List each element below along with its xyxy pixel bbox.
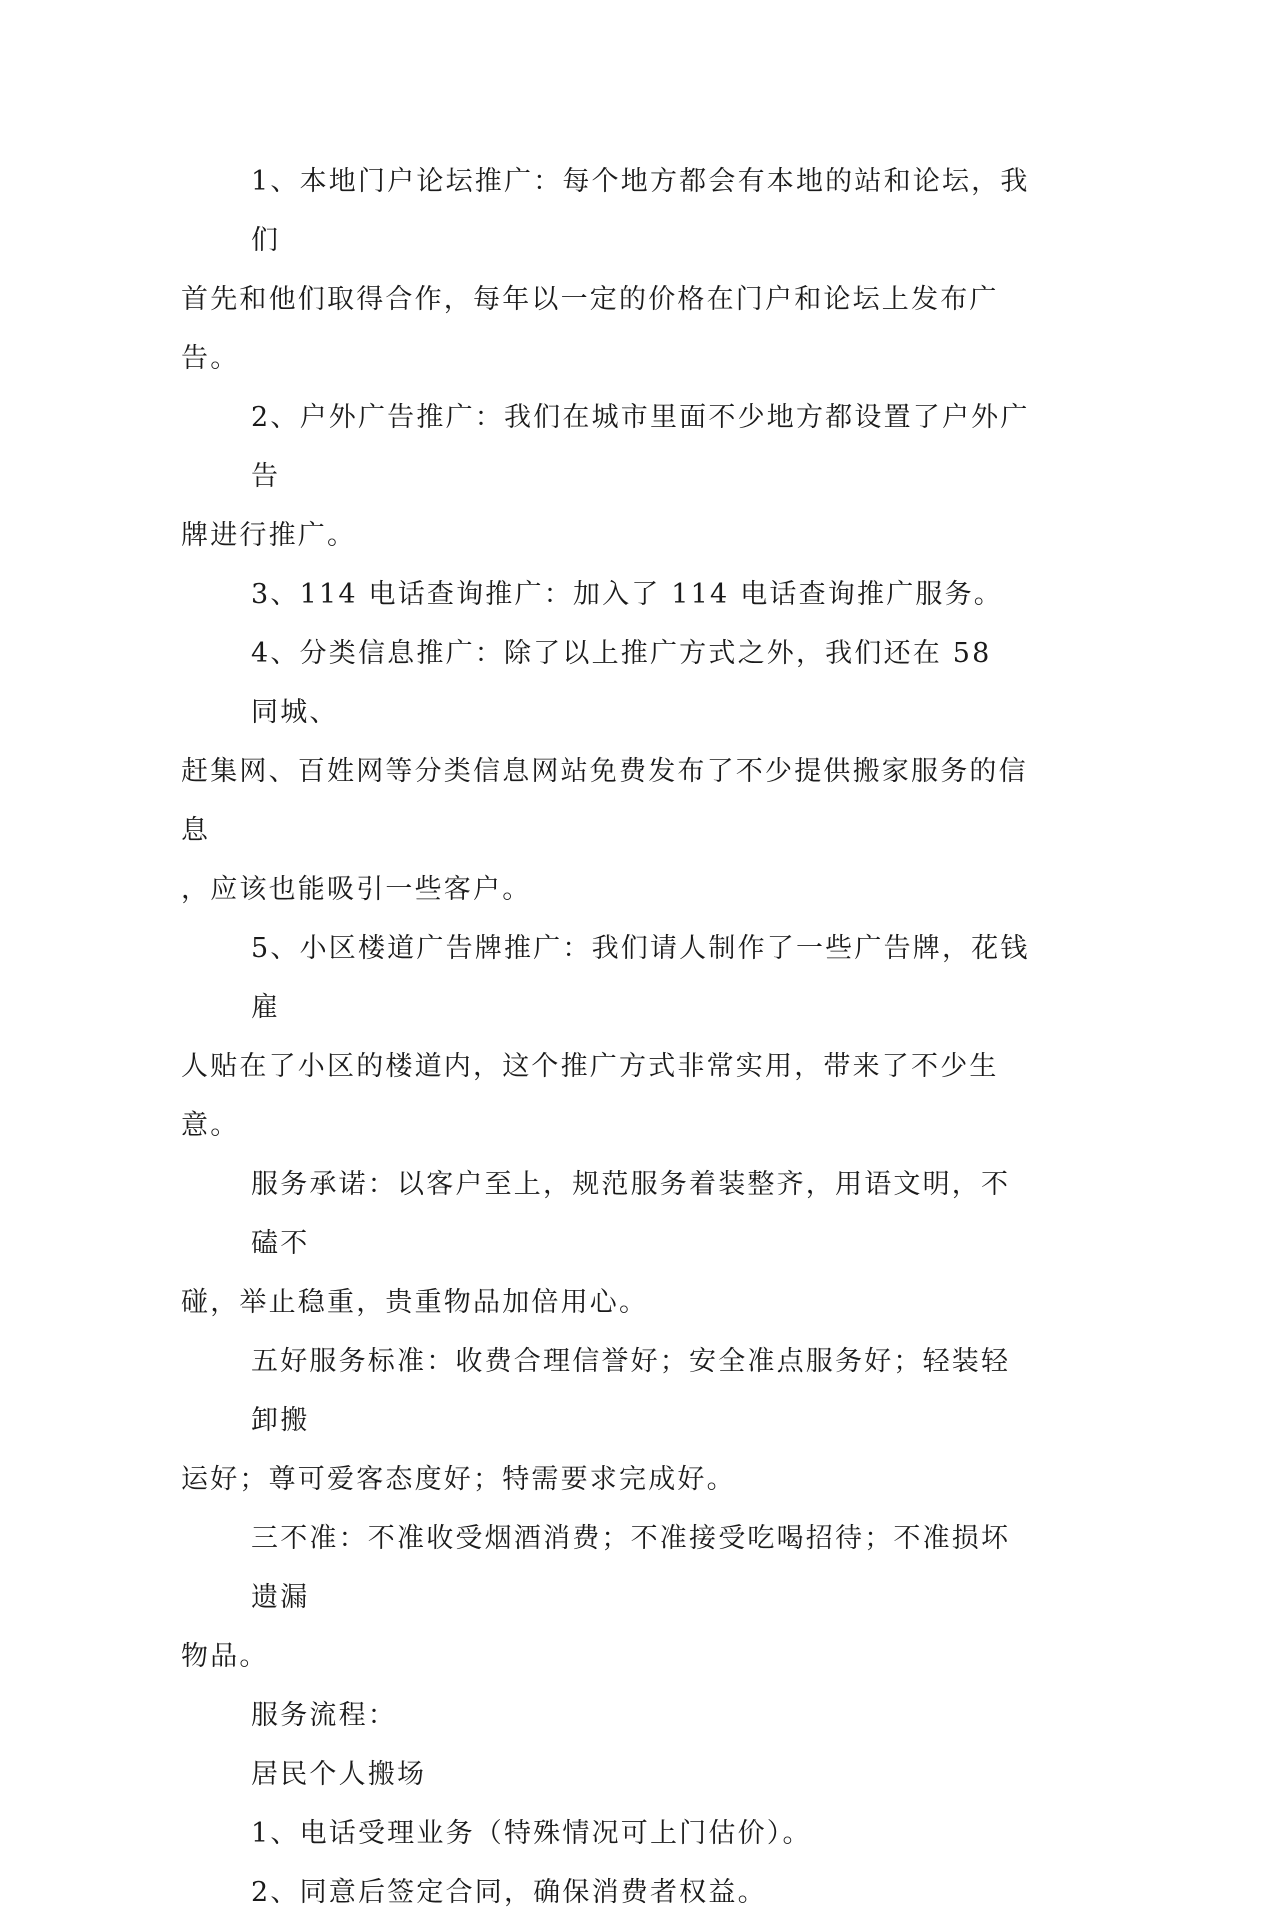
text-line: 1、电话受理业务（特殊情况可上门估价）。 [251, 1818, 812, 1849]
paragraph [181, 1745, 1031, 1804]
paragraph [181, 152, 1031, 388]
paragraph [181, 1332, 1031, 1509]
text-line: 运好；尊可爱客态度好；特需要求完成好。 [181, 1464, 736, 1495]
text-line: 赶集网、百姓网等分类信息网站免费发布了不少提供搬家服务的信息 [181, 756, 1028, 846]
text-line: 4、分类信息推广：除了以上推广方式之外，我们还在 58 同城、 [251, 638, 992, 728]
text-line: 5、小区楼道广告牌推广：我们请人制作了一些广告牌，花钱雇 [251, 933, 1030, 1023]
paragraph [181, 624, 1031, 919]
text-line: 居民个人搬场 [251, 1759, 427, 1790]
paragraph [181, 1804, 1031, 1863]
paragraph [181, 919, 1031, 1155]
text-line: 3、114 电话查询推广：加入了 114 电话查询推广服务。 [251, 579, 1003, 610]
document-body [181, 152, 1031, 1922]
paragraph [181, 388, 1031, 565]
paragraph [181, 1509, 1031, 1686]
paragraph [181, 565, 1031, 624]
text-line: 物品。 [181, 1641, 269, 1672]
text-line: 碰，举止稳重，贵重物品加倍用心。 [181, 1287, 649, 1318]
text-line: ，应该也能吸引一些客户。 [181, 874, 532, 905]
text-line: 人贴在了小区的楼道内，这个推广方式非常实用，带来了不少生意。 [181, 1051, 999, 1141]
text-line: 服务承诺：以客户至上，规范服务着装整齐，用语文明，不磕不 [251, 1169, 1011, 1259]
paragraph [181, 1155, 1031, 1332]
text-line: 1、本地门户论坛推广：每个地方都会有本地的站和论坛，我们 [251, 166, 1030, 256]
text-line: 2、同意后签定合同，确保消费者权益。 [251, 1877, 767, 1908]
text-line: 牌进行推广。 [181, 520, 357, 551]
paragraph [181, 1863, 1031, 1922]
text-line: 服务流程： [251, 1700, 397, 1731]
text-line: 2、户外广告推广：我们在城市里面不少地方都设置了户外广告 [251, 402, 1030, 492]
text-line: 首先和他们取得合作，每年以一定的价格在门户和论坛上发布广告。 [181, 284, 999, 374]
paragraph [181, 1686, 1031, 1745]
text-line: 三不准：不准收受烟酒消费；不准接受吃喝招待；不准损坏遗漏 [251, 1523, 1011, 1613]
text-line: 五好服务标准：收费合理信誉好；安全准点服务好；轻装轻卸搬 [251, 1346, 1011, 1436]
